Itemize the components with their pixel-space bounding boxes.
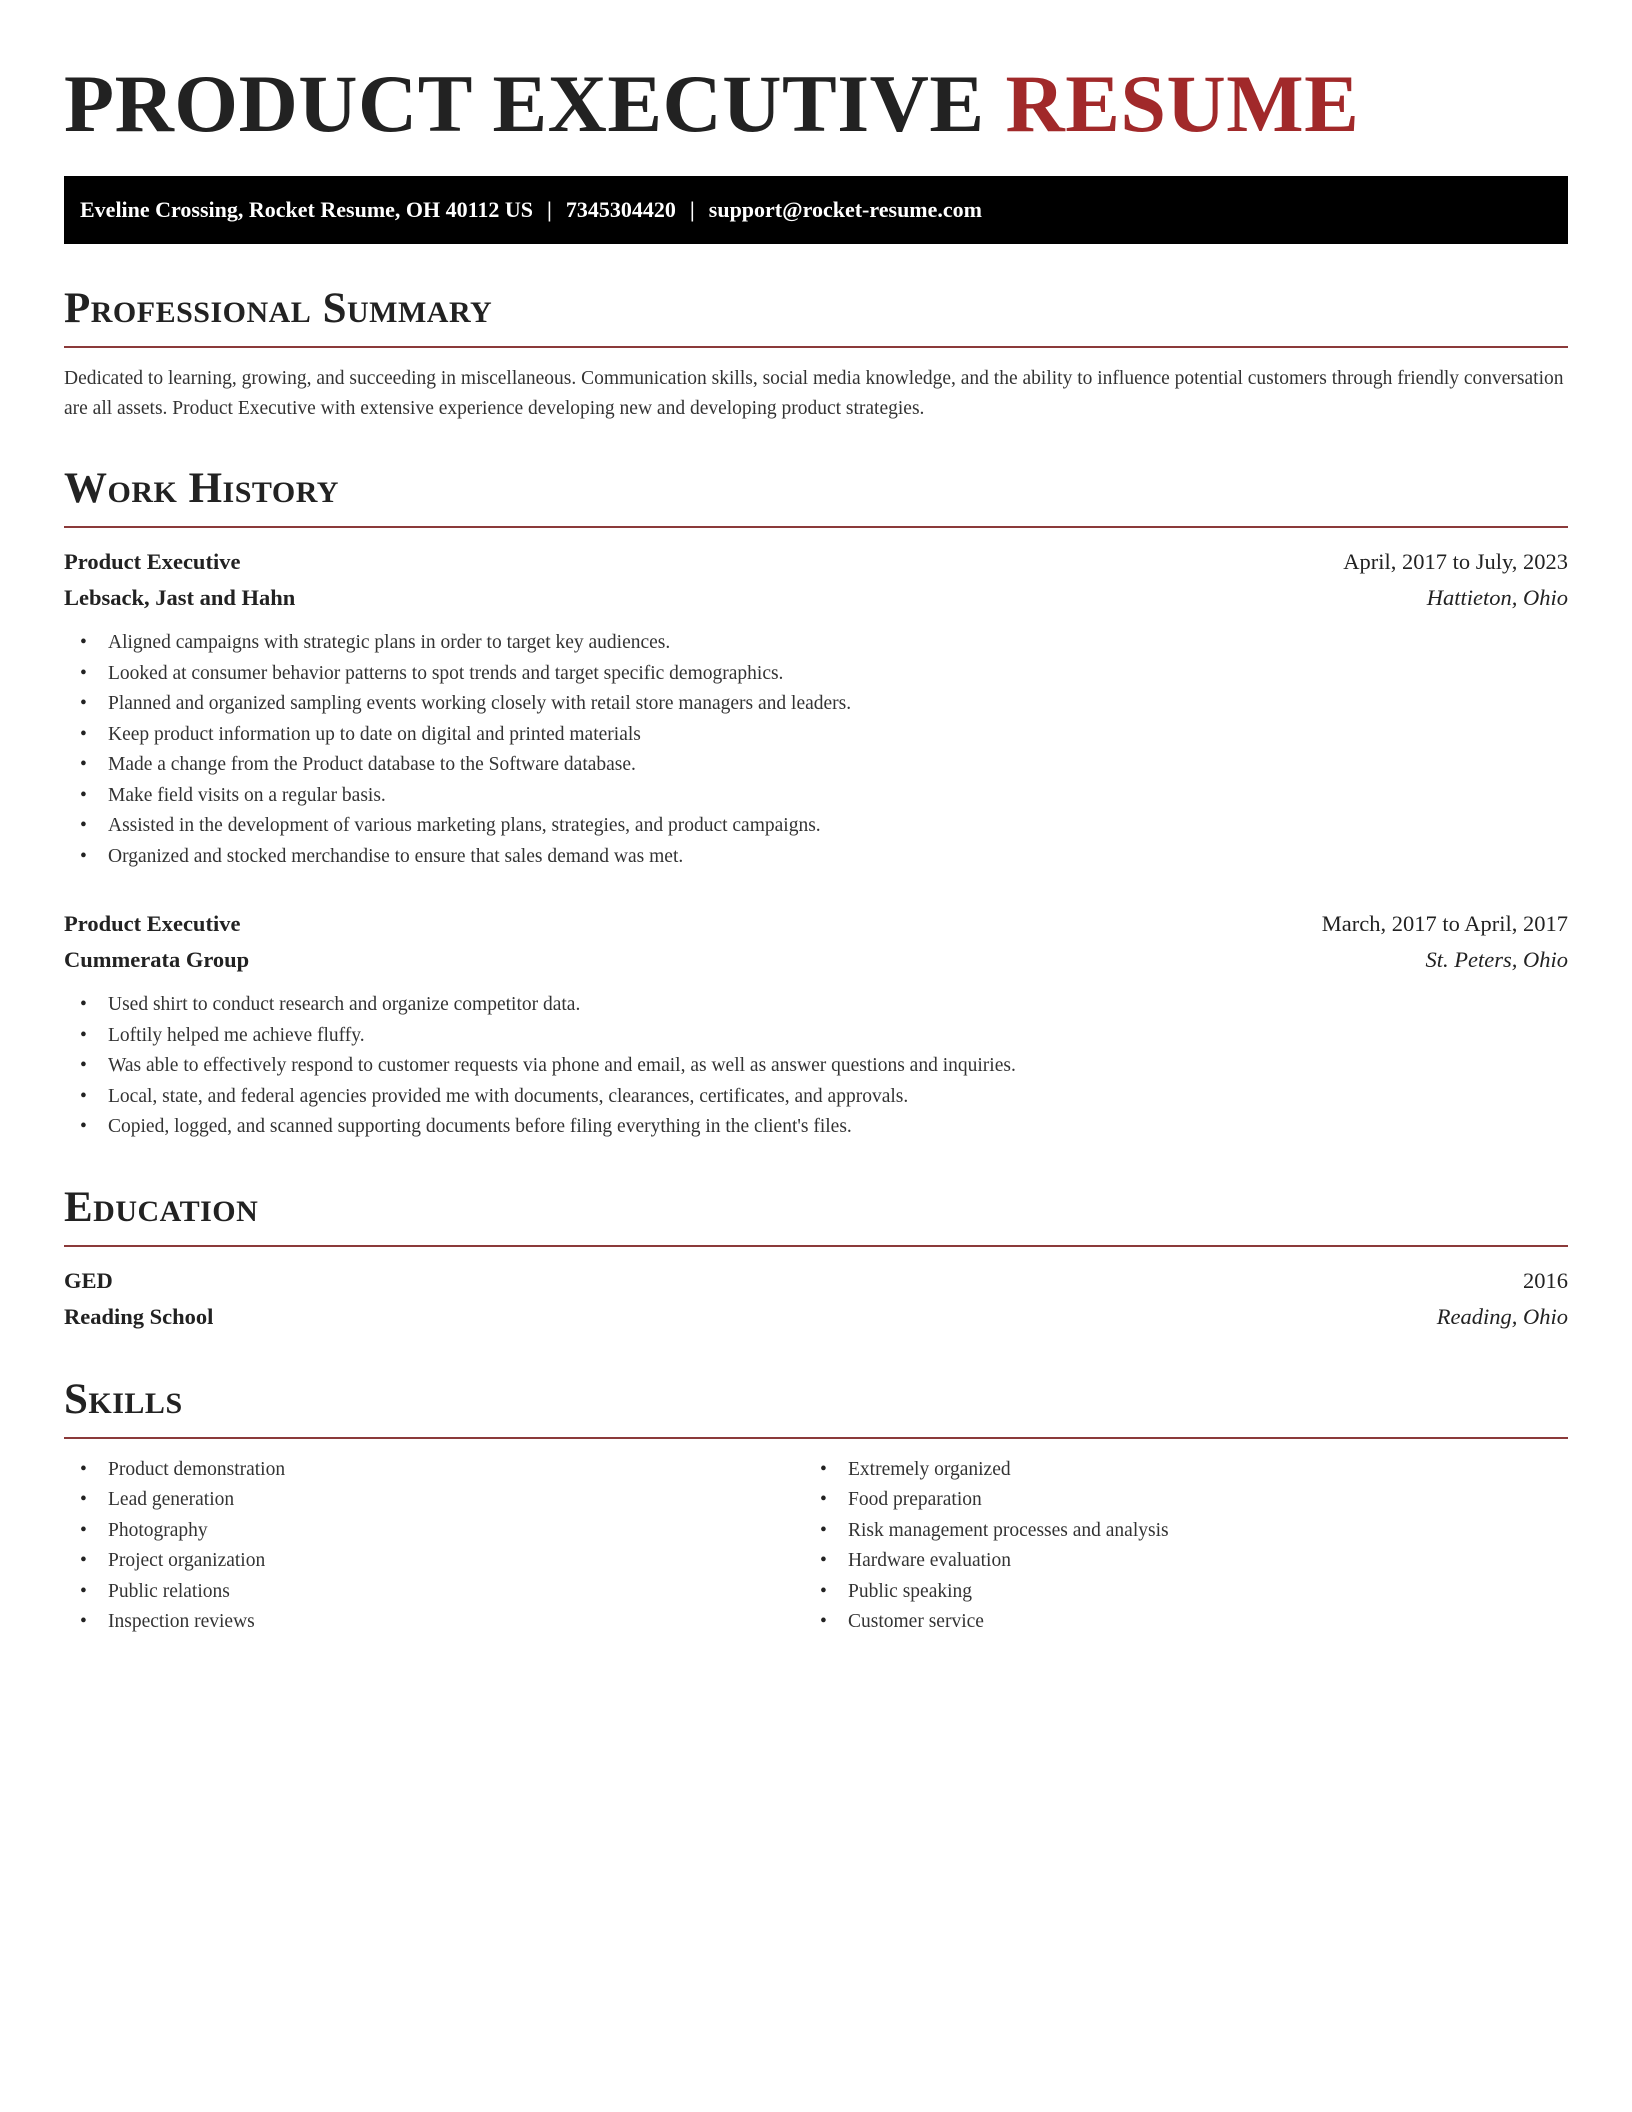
list-item: • Local, state, and federal agencies provided me with documents, clearances, certificates, and approvals.: [64, 1082, 1568, 1113]
list-item: • Was able to effectively respond to customer requests via phone and email, as well as answer questions and inquiries.: [64, 1051, 1568, 1082]
resume-page: [64, 0, 1568, 1638]
education-location: Reading, Ohio: [1436, 1303, 1568, 1329]
education-degree-row: [64, 1263, 1568, 1299]
section-divider: [64, 526, 1568, 528]
list-item: • Aligned campaigns with strategic plans in order to target key audiences.: [64, 628, 1568, 659]
list-item: • Used shirt to conduct research and organize competitor data.: [64, 990, 1568, 1021]
education-school: Reading School: [64, 1303, 214, 1329]
list-item: • Loftily helped me achieve fluffy.: [64, 1021, 1568, 1052]
job-entry: [64, 544, 1568, 872]
resume-title-main: PRODUCT EXECUTIVE: [64, 58, 985, 149]
job-location: St. Peters, Ohio: [1425, 947, 1568, 972]
skills-column-right: [804, 1455, 1544, 1638]
education-section: [64, 1183, 1568, 1335]
education-degree: GED: [64, 1267, 113, 1293]
skills-grid: [64, 1455, 1568, 1638]
job-header-row: [64, 906, 1568, 942]
education-school-row: [64, 1299, 1568, 1335]
summary-text: Dedicated to learning, growing, and succeeding in miscellaneous. Communication skills, social media knowledge, and the ability to influence potential customers through friendly conversation are all assets. Product Executive with extensive experience developing new and developing product strategies.: [64, 368, 1564, 419]
skill-item: • Risk management processes and analysis: [804, 1516, 1544, 1547]
contact-separator: |: [689, 197, 695, 222]
job-entry: [64, 906, 1568, 1143]
section-divider: [64, 1245, 1568, 1247]
contact-bar: [64, 176, 1568, 244]
skill-item: • Photography: [64, 1516, 804, 1547]
skill-item: • Extremely organized: [804, 1455, 1544, 1486]
skills-heading: Skills: [64, 1375, 183, 1423]
job-company: Cummerata Group: [64, 947, 250, 972]
education-heading: Education: [64, 1183, 259, 1231]
job-dates: April, 2017 to July, 2023: [1343, 549, 1568, 574]
skill-item: • Hardware evaluation: [804, 1546, 1544, 1577]
job-title: Product Executive: [64, 549, 241, 574]
job-bullets: [64, 628, 1568, 872]
contact-email: support@rocket-resume.com: [708, 197, 982, 222]
job-bullets: [64, 990, 1568, 1143]
skill-item: • Food preparation: [804, 1485, 1544, 1516]
contact-phone: 7345304420: [565, 197, 676, 222]
job-title: Product Executive: [64, 911, 241, 936]
resume-title-accent: RESUME: [1005, 58, 1360, 149]
contact-address: Eveline Crossing, Rocket Resume, OH 40112 US: [80, 197, 534, 222]
list-item: • Keep product information up to date on digital and printed materials: [64, 720, 1568, 751]
list-item: • Planned and organized sampling events working closely with retail store managers and leaders.: [64, 689, 1568, 720]
skill-item: • Lead generation: [64, 1485, 804, 1516]
job-company-row: [64, 942, 1568, 978]
job-company-row: [64, 580, 1568, 616]
skill-item: • Product demonstration: [64, 1455, 804, 1486]
summary-heading: Professional Summary: [64, 285, 493, 332]
list-item: • Made a change from the Product database to the Software database.: [64, 750, 1568, 781]
skill-item: • Public relations: [64, 1577, 804, 1608]
summary-section: [64, 284, 1568, 424]
skill-item: • Project organization: [64, 1546, 804, 1577]
section-divider: [64, 346, 1568, 348]
work-history-section: [64, 464, 1568, 1143]
skill-item: • Public speaking: [804, 1577, 1544, 1608]
job-company: Lebsack, Jast and Hahn: [64, 585, 296, 610]
skills-section: [64, 1375, 1568, 1638]
list-item: • Looked at consumer behavior patterns to spot trends and target specific demographics.: [64, 659, 1568, 690]
skill-item: • Customer service: [804, 1607, 1544, 1638]
work-history-heading: Work History: [64, 465, 339, 512]
contact-separator: |: [547, 197, 552, 222]
list-item: • Copied, logged, and scanned supporting documents before filing everything in the client's files.: [64, 1112, 1568, 1143]
job-location: Hattieton, Ohio: [1426, 585, 1568, 610]
education-year: 2016: [1523, 1267, 1568, 1293]
skills-list-left: [64, 1455, 804, 1638]
section-divider: [64, 1437, 1568, 1439]
list-item: • Assisted in the development of various marketing plans, strategies, and product campaigns.: [64, 811, 1568, 842]
list-item: • Make field visits on a regular basis.: [64, 781, 1568, 812]
job-header-row: [64, 544, 1568, 580]
skills-list-right: [804, 1455, 1544, 1638]
skill-item: • Inspection reviews: [64, 1607, 804, 1638]
list-item: • Organized and stocked merchandise to ensure that sales demand was met.: [64, 842, 1568, 873]
job-dates: March, 2017 to April, 2017: [1321, 911, 1568, 936]
skills-column-left: [64, 1455, 804, 1638]
resume-title: [64, 0, 1568, 152]
